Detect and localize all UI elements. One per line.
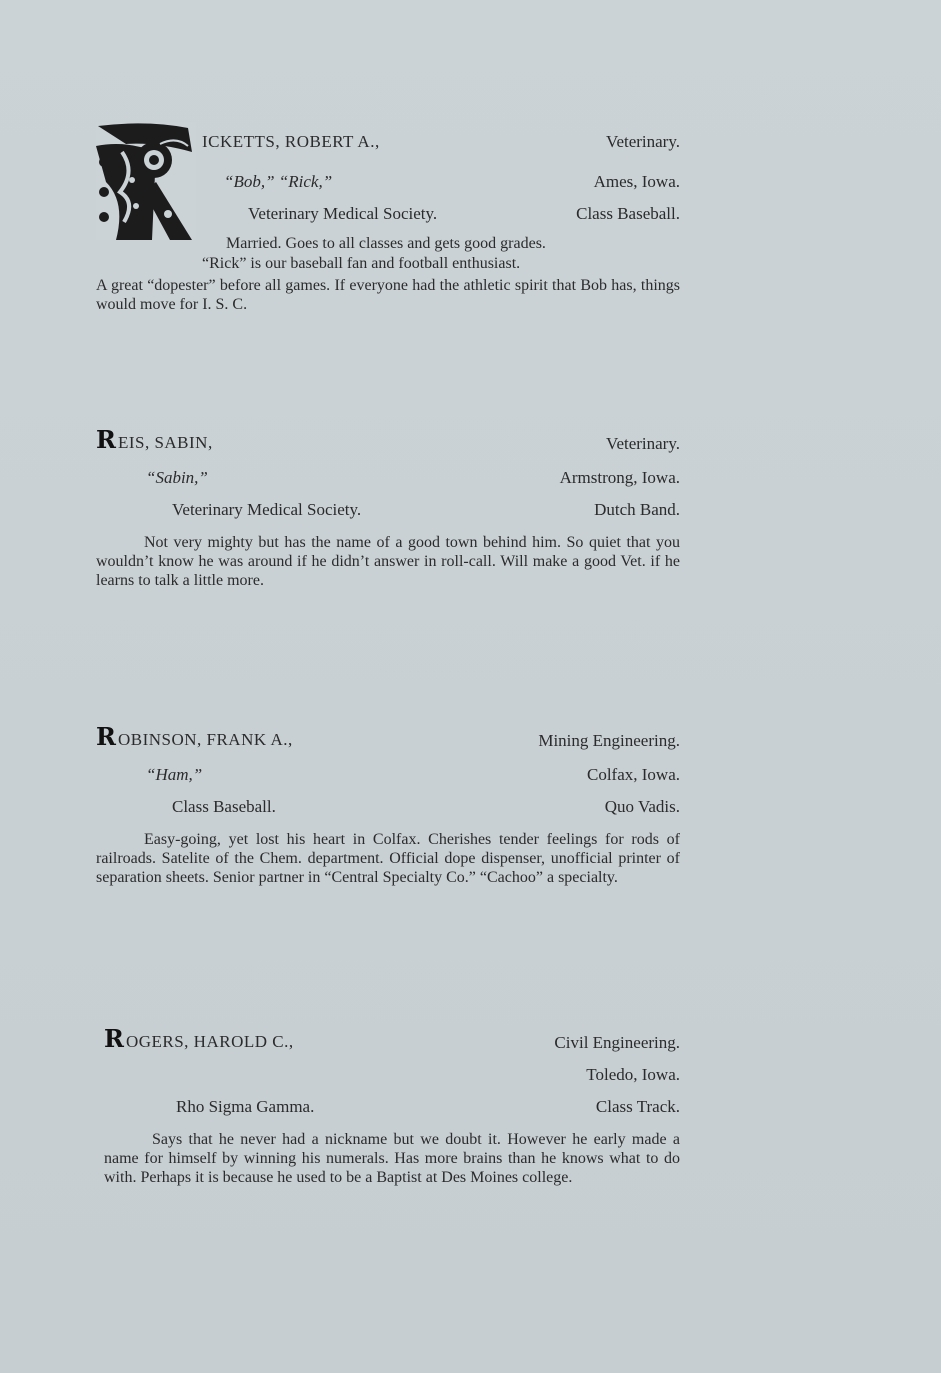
department: Civil Engineering. — [554, 1033, 680, 1052]
description-line-1: Married. Goes to all classes and gets good grades. — [226, 235, 546, 252]
description: Easy-going, yet lost his heart in Colfax. Cherishes tender feelings for rods of railroads. Satelite of the Chem. department. Official dope dispenser, unofficial printer of separation sheets. Senior partner in “Central Specialty Co.” “Cachoo” a specialty. — [96, 831, 680, 886]
blackletter-initial: R — [104, 1024, 124, 1053]
entry-ricketts — [96, 122, 680, 322]
department: Veterinary. — [606, 132, 680, 151]
nicknames: “Ham,” — [146, 765, 203, 784]
student-name-line — [96, 425, 213, 454]
nicknames: “Bob,” “Rick,” — [224, 172, 333, 191]
activity-right: Quo Vadis. — [604, 797, 680, 816]
blackletter-initial: R — [96, 425, 116, 454]
entry-reis — [96, 425, 680, 628]
activity-left: Class Baseball. — [172, 797, 276, 816]
description-rest: A great “dopester” before all games. If everyone had the athletic spirit that Bob has, things would move for I. S. C. — [96, 277, 680, 313]
student-name-line — [96, 722, 293, 751]
hometown: Ames, Iowa. — [593, 172, 680, 191]
student-name-line — [104, 1024, 294, 1053]
student-name: ICKETTS, ROBERT A., — [202, 132, 380, 151]
description-line-2: “Rick” is our baseball fan and football enthusiast. — [202, 255, 521, 272]
activity-left: Rho Sigma Gamma. — [176, 1097, 315, 1116]
activity-right: Class Baseball. — [576, 204, 680, 223]
entry-rogers — [104, 1024, 680, 1227]
student-name: EIS, SABIN, — [117, 433, 213, 452]
student-name: OBINSON, FRANK A., — [117, 730, 293, 749]
description: Says that he never had a nickname but we doubt it. However he early made a name for himself by winning his numerals. Has more brains than he knows what to do with. Perhaps it is because he used to be a Baptist at Des Moines college. — [104, 1131, 680, 1186]
ornamental-initial-r-icon — [96, 122, 196, 240]
student-name: OGERS, HAROLD C., — [125, 1032, 294, 1051]
activity-right: Class Track. — [595, 1097, 680, 1116]
description: Not very mighty but has the name of a good town behind him. So quiet that you wouldn’t know he was around if he didn’t answer in roll-call. Will make a good Vet. if he learns to talk a little more. — [96, 534, 680, 589]
department: Veterinary. — [606, 434, 680, 453]
department: Mining Engineering. — [538, 731, 680, 750]
blackletter-initial: R — [96, 722, 116, 751]
hometown: Colfax, Iowa. — [586, 765, 680, 784]
nicknames: “Sabin,” — [146, 468, 208, 487]
activity-right: Dutch Band. — [594, 500, 680, 519]
entry-robinson — [96, 722, 680, 925]
activity-left: Veterinary Medical Society. — [248, 204, 438, 223]
activity-left: Veterinary Medical Society. — [172, 500, 362, 519]
hometown: Toledo, Iowa. — [586, 1065, 680, 1084]
hometown: Armstrong, Iowa. — [559, 468, 680, 487]
